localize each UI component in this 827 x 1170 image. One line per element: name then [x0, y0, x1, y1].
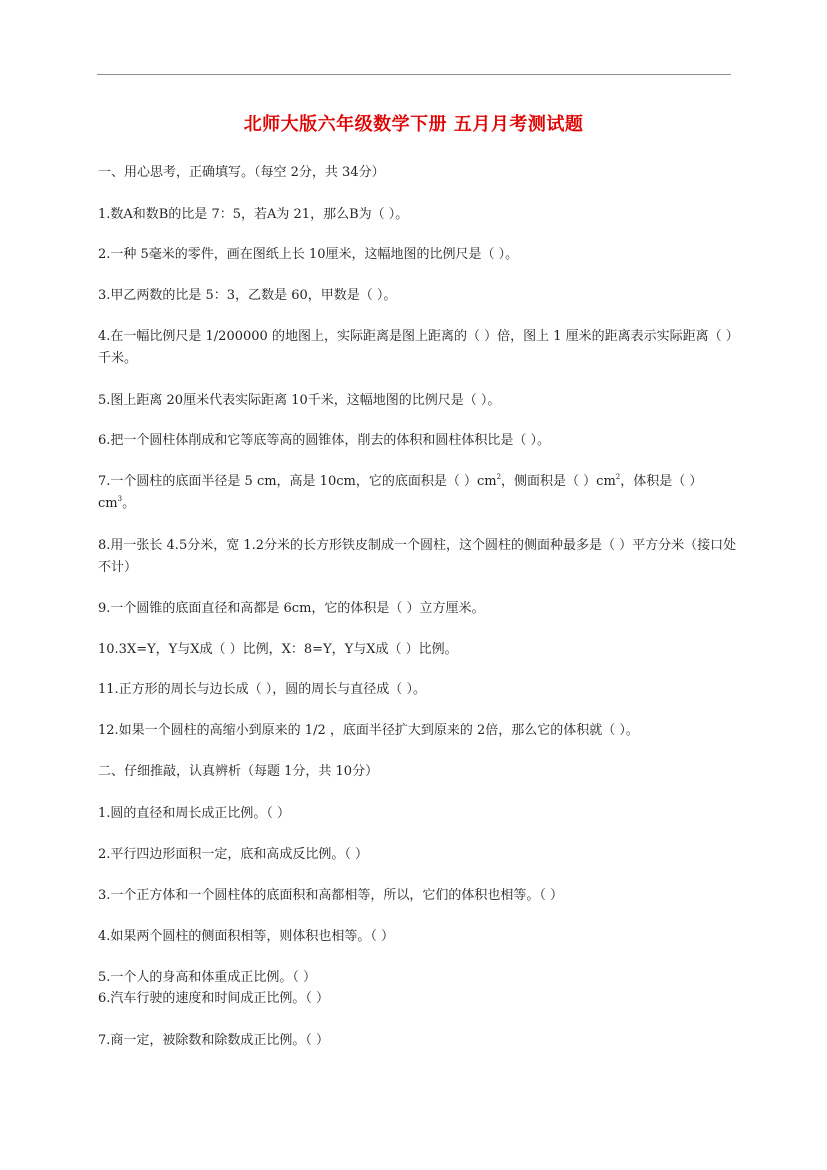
question-2-6: 6.汽车行驶的速度和时间成正比例。（ ）	[98, 991, 330, 1006]
question-1-9: 9.一个圆锥的底面直径和高都是 6cm，它的体积是（ ）立方厘米。	[98, 601, 485, 616]
superscript-2: 2	[496, 473, 502, 481]
question-1-11: 11.正方形的周长与边长成（ ），圆的周长与直径成（ ）。	[98, 682, 426, 697]
question-1-12: 12.如果一个圆柱的高缩小到原来的 1/2 ，底面半径扩大到原来的 2倍，那么它的体积就（ ）。	[98, 723, 639, 738]
question-1-7-part-d: 。	[122, 496, 136, 511]
question-1-1: 1.数A和数B的比是 7：5，若A为 21，那么B为（ ）。	[98, 207, 409, 222]
section-1-heading: 一、用心思考，正确填写。（每空 2分，共 34分）	[98, 165, 385, 180]
question-1-7-part-c: ，体积是（ ）cm	[98, 474, 703, 511]
question-2-3: 3.一个正方体和一个圆柱体的底面积和高都相等，所以，它们的体积也相等。（ ）	[98, 888, 564, 903]
question-2-5: 5.一个人的身高和体重成正比例。（ ）	[98, 970, 317, 985]
question-1-7-part-b: ，侧面积是（ ）cm	[501, 474, 616, 489]
question-1-7	[98, 471, 738, 515]
question-2-7: 7.商一定，被除数和除数成正比例。（ ）	[98, 1033, 330, 1048]
header-rule	[97, 74, 731, 75]
question-1-7-part-a: 7.一个圆柱的底面半径是 5 cm，高是 10cm，它的底面积是（ ）cm	[98, 474, 497, 489]
superscript-2: 2	[615, 473, 621, 481]
section-2-heading: 二、仔细推敲，认真辨析（每题 1分，共 10分）	[98, 764, 379, 779]
question-1-2: 2.一种 5毫米的零件，画在图纸上长 10厘米，这幅地图的比例尺是（ ）。	[98, 247, 519, 262]
question-1-8: 8.用一张长 4.5分米，宽 1.2分米的长方形铁皮制成一个圆柱，这个圆柱的侧面种最多是（ ）平方分米（接口处不计）	[98, 538, 737, 575]
question-2-4: 4.如果两个圆柱的侧面积相等，则体积也相等。（ ）	[98, 929, 395, 944]
question-1-5: 5.图上距离 20厘米代表实际距离 10千米，这幅地图的比例尺是（ ）。	[98, 393, 501, 408]
question-1-6: 6.把一个圆柱体削成和它等底等高的圆锥体，削去的体积和圆柱体积比是（ ）。	[98, 433, 551, 448]
question-1-4: 4.在一幅比例尺是 1/200000 的地图上，实际距离是图上距离的（ ）倍，图上 1 厘米的距离表示实际距离（ ）千米。	[98, 329, 733, 366]
question-2-2: 2.平行四边形面积一定，底和高成反比例。（ ）	[98, 847, 369, 862]
question-1-3: 3.甲乙两数的比是 5：3，乙数是 60，甲数是（ ）。	[98, 288, 397, 303]
superscript-3: 3	[117, 495, 123, 503]
page-title: 北师大版六年级数学下册 五月月考测试题	[243, 114, 584, 135]
question-2-1: 1.圆的直径和周长成正比例。（ ）	[98, 806, 291, 821]
question-1-10: 10.3X=Y，Y与X成（ ）比例，X：8=Y，Y与X成（ ）比例。	[98, 642, 458, 657]
